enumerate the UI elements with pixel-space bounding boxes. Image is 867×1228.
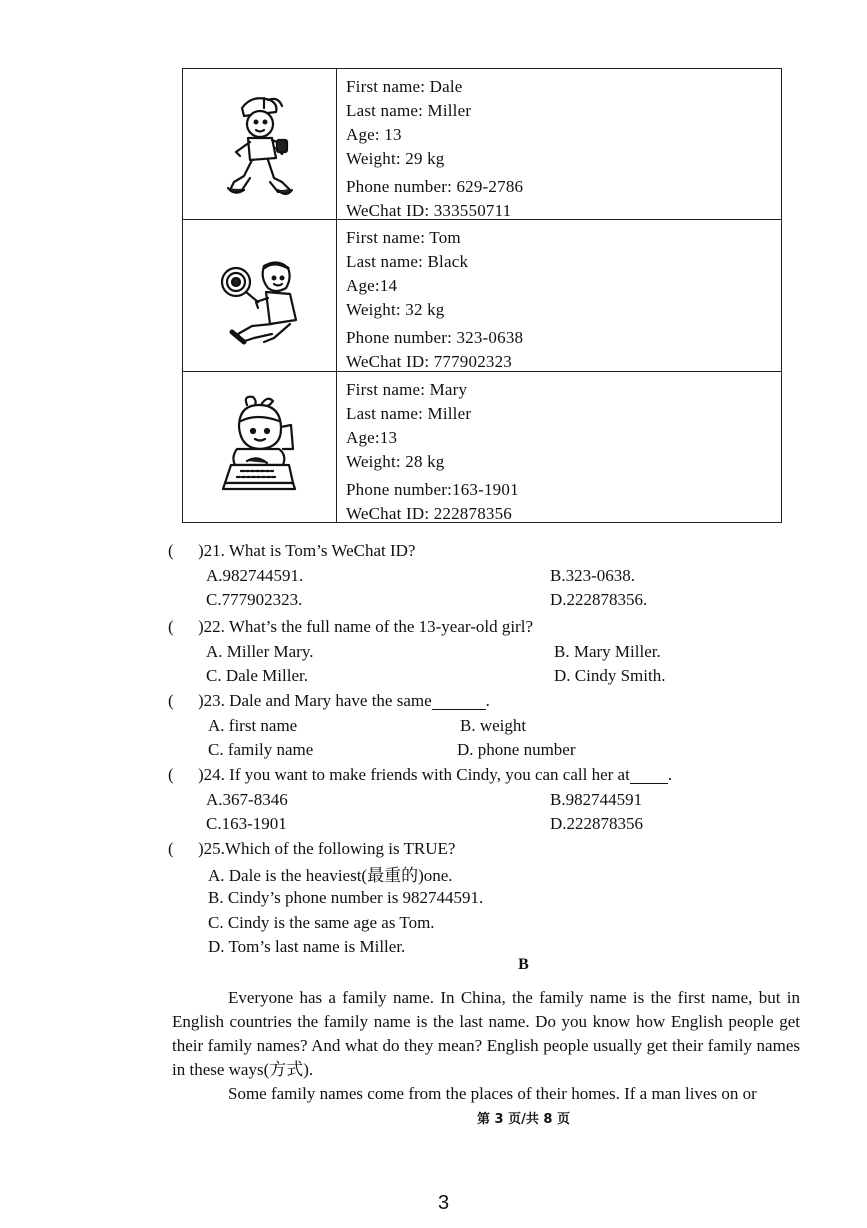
girl-writing-icon xyxy=(183,372,337,522)
question-stem: )22. What’s the full name of the 13-year-old girl? xyxy=(198,617,533,637)
fill-blank[interactable] xyxy=(630,767,668,784)
first-name-text: First name: Tom xyxy=(346,228,461,247)
question-stem: )25.Which of the following is TRUE? xyxy=(198,839,456,859)
profile-row-tom xyxy=(183,220,781,372)
question-25 xyxy=(168,837,808,960)
phone-text: Phone number: 323-0638 xyxy=(346,328,524,347)
age-text: Age:14 xyxy=(346,276,398,295)
reading-passage xyxy=(172,986,800,1106)
option-d[interactable]: D. Cindy Smith. xyxy=(554,666,666,686)
question-23 xyxy=(168,689,808,763)
boy-tennis-icon xyxy=(183,220,337,371)
option-a[interactable]: A. Miller Mary. xyxy=(206,641,314,661)
profile-info-mary xyxy=(337,372,781,522)
phone-text: Phone number: 629-2786 xyxy=(346,177,524,196)
last-name-text: Last name: Black xyxy=(346,252,469,271)
profile-row-dale xyxy=(183,69,781,220)
option-d[interactable]: D.222878356 xyxy=(550,814,644,834)
age-text: Age: 13 xyxy=(346,125,402,144)
option-b[interactable]: B. Cindy’s phone number is 982744591. xyxy=(208,888,484,908)
weight-text: Weight: 29 kg xyxy=(346,149,445,168)
option-a[interactable]: A. Dale is the heaviest(最重的)one. xyxy=(208,866,453,886)
answer-blank[interactable]: ( xyxy=(168,765,174,785)
option-a[interactable]: A. first name xyxy=(208,715,298,735)
option-c[interactable]: C.777902323. xyxy=(206,590,303,610)
option-c[interactable]: C. Dale Miller. xyxy=(206,666,308,686)
age-text: Age:13 xyxy=(346,428,398,447)
boy-running-icon xyxy=(183,69,337,219)
weight-text: Weight: 28 kg xyxy=(346,452,445,471)
fill-blank[interactable] xyxy=(432,693,486,710)
answer-blank[interactable]: ( xyxy=(168,617,174,637)
profile-row-mary xyxy=(183,372,781,522)
option-b[interactable]: B. weight xyxy=(460,715,527,735)
option-d[interactable]: D.222878356. xyxy=(550,590,648,610)
question-stem: )24. If you want to make friends with Cindy, you can call her at xyxy=(198,765,630,785)
option-b[interactable]: B.323-0638. xyxy=(550,565,635,585)
question-stem: )23. Dale and Mary have the same xyxy=(198,691,432,711)
last-name-text: Last name: Miller xyxy=(346,404,472,423)
option-a[interactable]: A.367-8346 xyxy=(206,789,288,809)
wechat-text: WeChat ID: 222878356 xyxy=(346,504,512,523)
option-c[interactable]: C. Cindy is the same age as Tom. xyxy=(208,912,435,932)
answer-blank[interactable]: ( xyxy=(168,541,174,561)
answer-blank[interactable]: ( xyxy=(168,691,174,711)
weight-text: Weight: 32 kg xyxy=(346,300,445,319)
wechat-text: WeChat ID: 777902323 xyxy=(346,352,512,371)
option-c[interactable]: C.163-1901 xyxy=(206,814,287,834)
profile-info-dale xyxy=(337,69,781,219)
option-b[interactable]: B.982744591 xyxy=(550,789,643,809)
question-21 xyxy=(168,539,808,613)
question-24 xyxy=(168,763,808,837)
passage-paragraph: Some family names come from the places of their homes. If a man lives on or xyxy=(228,1084,757,1103)
option-d[interactable]: D. phone number xyxy=(457,740,576,760)
first-name-text: First name: Dale xyxy=(346,77,463,96)
phone-text: Phone number:163-1901 xyxy=(346,480,519,499)
page-number: 3 xyxy=(437,1192,450,1214)
option-a[interactable]: A.982744591. xyxy=(206,565,304,585)
question-stem: )21. What is Tom’s WeChat ID? xyxy=(198,541,416,561)
question-22 xyxy=(168,615,808,689)
profile-table xyxy=(182,68,782,523)
section-heading: B xyxy=(518,956,529,973)
stem-period: . xyxy=(667,765,673,785)
first-name-text: First name: Mary xyxy=(346,380,468,399)
wechat-text: WeChat ID: 333550711 xyxy=(346,201,512,220)
option-b[interactable]: B. Mary Miller. xyxy=(554,641,661,661)
last-name-text: Last name: Miller xyxy=(346,101,472,120)
option-c[interactable]: C. family name xyxy=(208,740,314,760)
stem-period: . xyxy=(485,691,490,711)
answer-blank[interactable]: ( xyxy=(168,839,174,859)
profile-info-tom xyxy=(337,220,781,371)
option-d[interactable]: D. Tom’s last name is Miller. xyxy=(208,937,406,957)
passage-paragraph: Everyone has a family name. In China, the family name is the first name, but in English countries the family name is the last name. Do you know how English people get their family names? And what do they mean? English people usually get their family names in these ways(方式). xyxy=(172,988,800,1079)
page-footer: 第 3 页/共 8 页 xyxy=(477,1112,570,1127)
